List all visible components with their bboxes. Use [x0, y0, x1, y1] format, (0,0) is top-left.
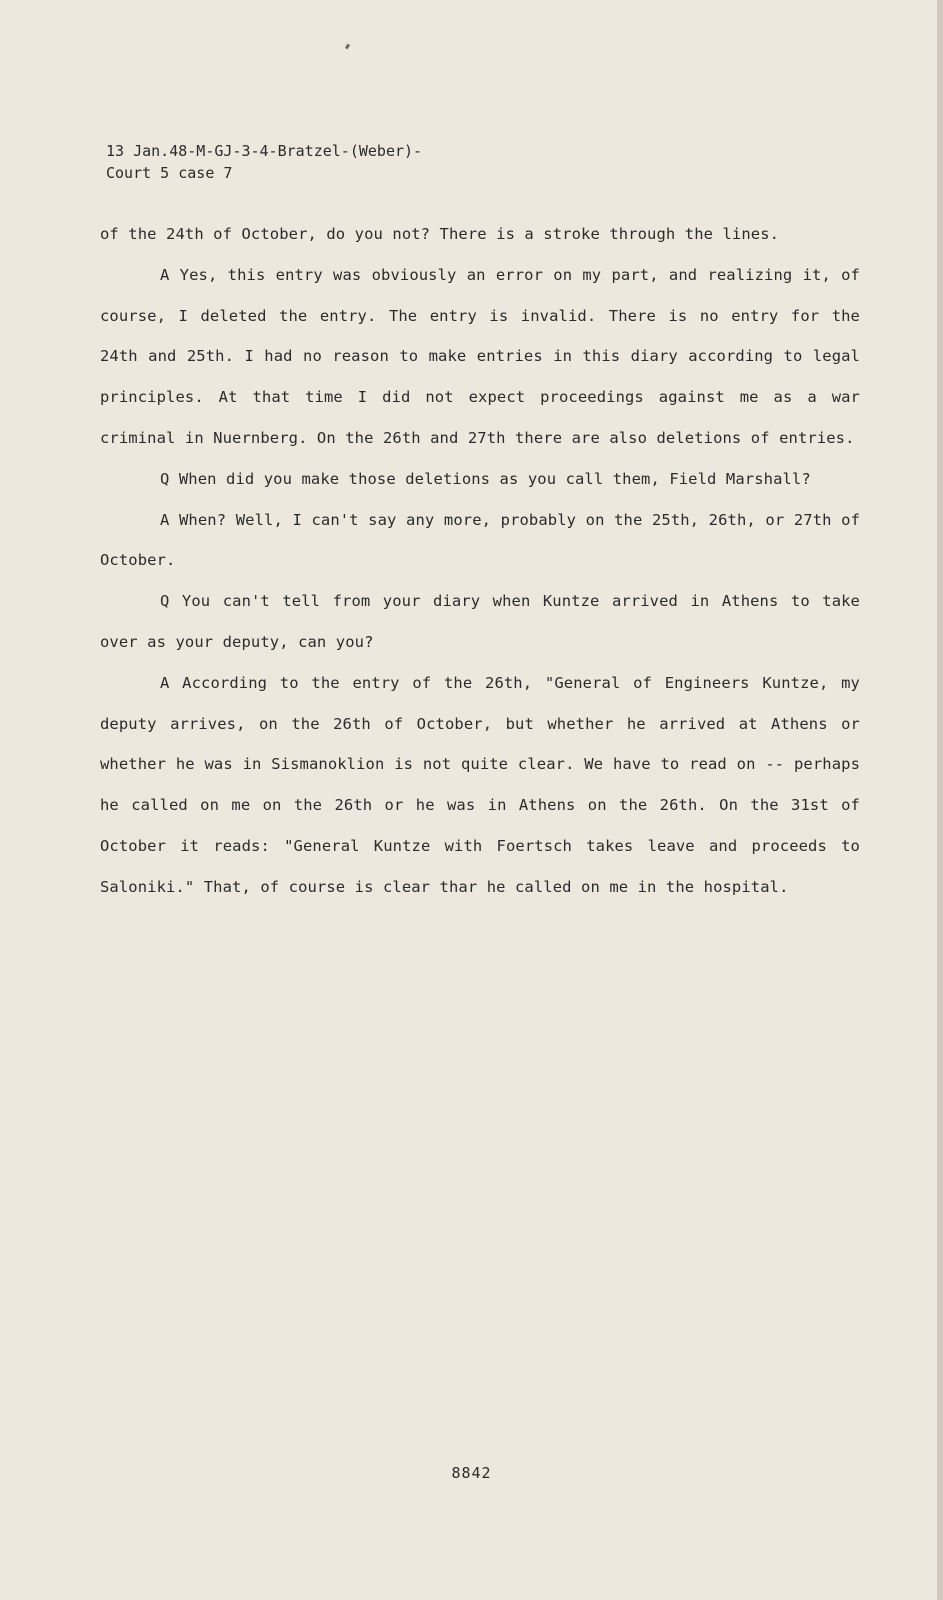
paper-speck [345, 44, 350, 50]
document-header [106, 140, 422, 184]
transcript-paragraph-question: Q When did you make those deletions as you call them, Field Marshall? [160, 469, 811, 488]
page-number: 8842 [451, 1464, 492, 1482]
transcript-body [100, 214, 860, 908]
transcript-paragraph-answer: A Yes, this entry was obviously an error on my part, and realizing it, of course, I deleted the entry. The entry is invalid. There is no entry for the 24th and 25th. I had no reason to make entries in this diary according to legal principles. At that time I did not expect proceedings against me as a war criminal in Nuernberg. On the 26th and 27th there are also deletions of entries. [100, 265, 860, 447]
header-reference-line: 13 Jan.48-M-GJ-3-4-Bratzel-(Weber)- [106, 142, 423, 160]
header-court-line: Court 5 case 7 [106, 164, 233, 182]
transcript-paragraph-question: Q You can't tell from your diary when Kuntze arrived in Athens to take over as your deputy, can you? [100, 592, 860, 651]
transcript-paragraph-answer: A When? Well, I can't say any more, probably on the 25th, 26th, or 27th of October. [100, 510, 860, 570]
transcript-paragraph-continuation: of the 24th of October, do you not? There is a stroke through the lines. [100, 225, 780, 243]
transcript-paragraph-answer: A According to the entry of the 26th, "General of Engineers Kuntze, my deputy arrives, on the 26th of October, but whether he arrived at Athens or whether he was in Sismanoklion is not quite clear. We have to read on -- perhaps he called on me on the 26th or he was in Athens on the 26th. On the 31st of October it reads: "General Kuntze with Foertsch takes leave and proceeds to Saloniki." That, of course is clear thar he called on me in the hospital. [100, 673, 860, 896]
